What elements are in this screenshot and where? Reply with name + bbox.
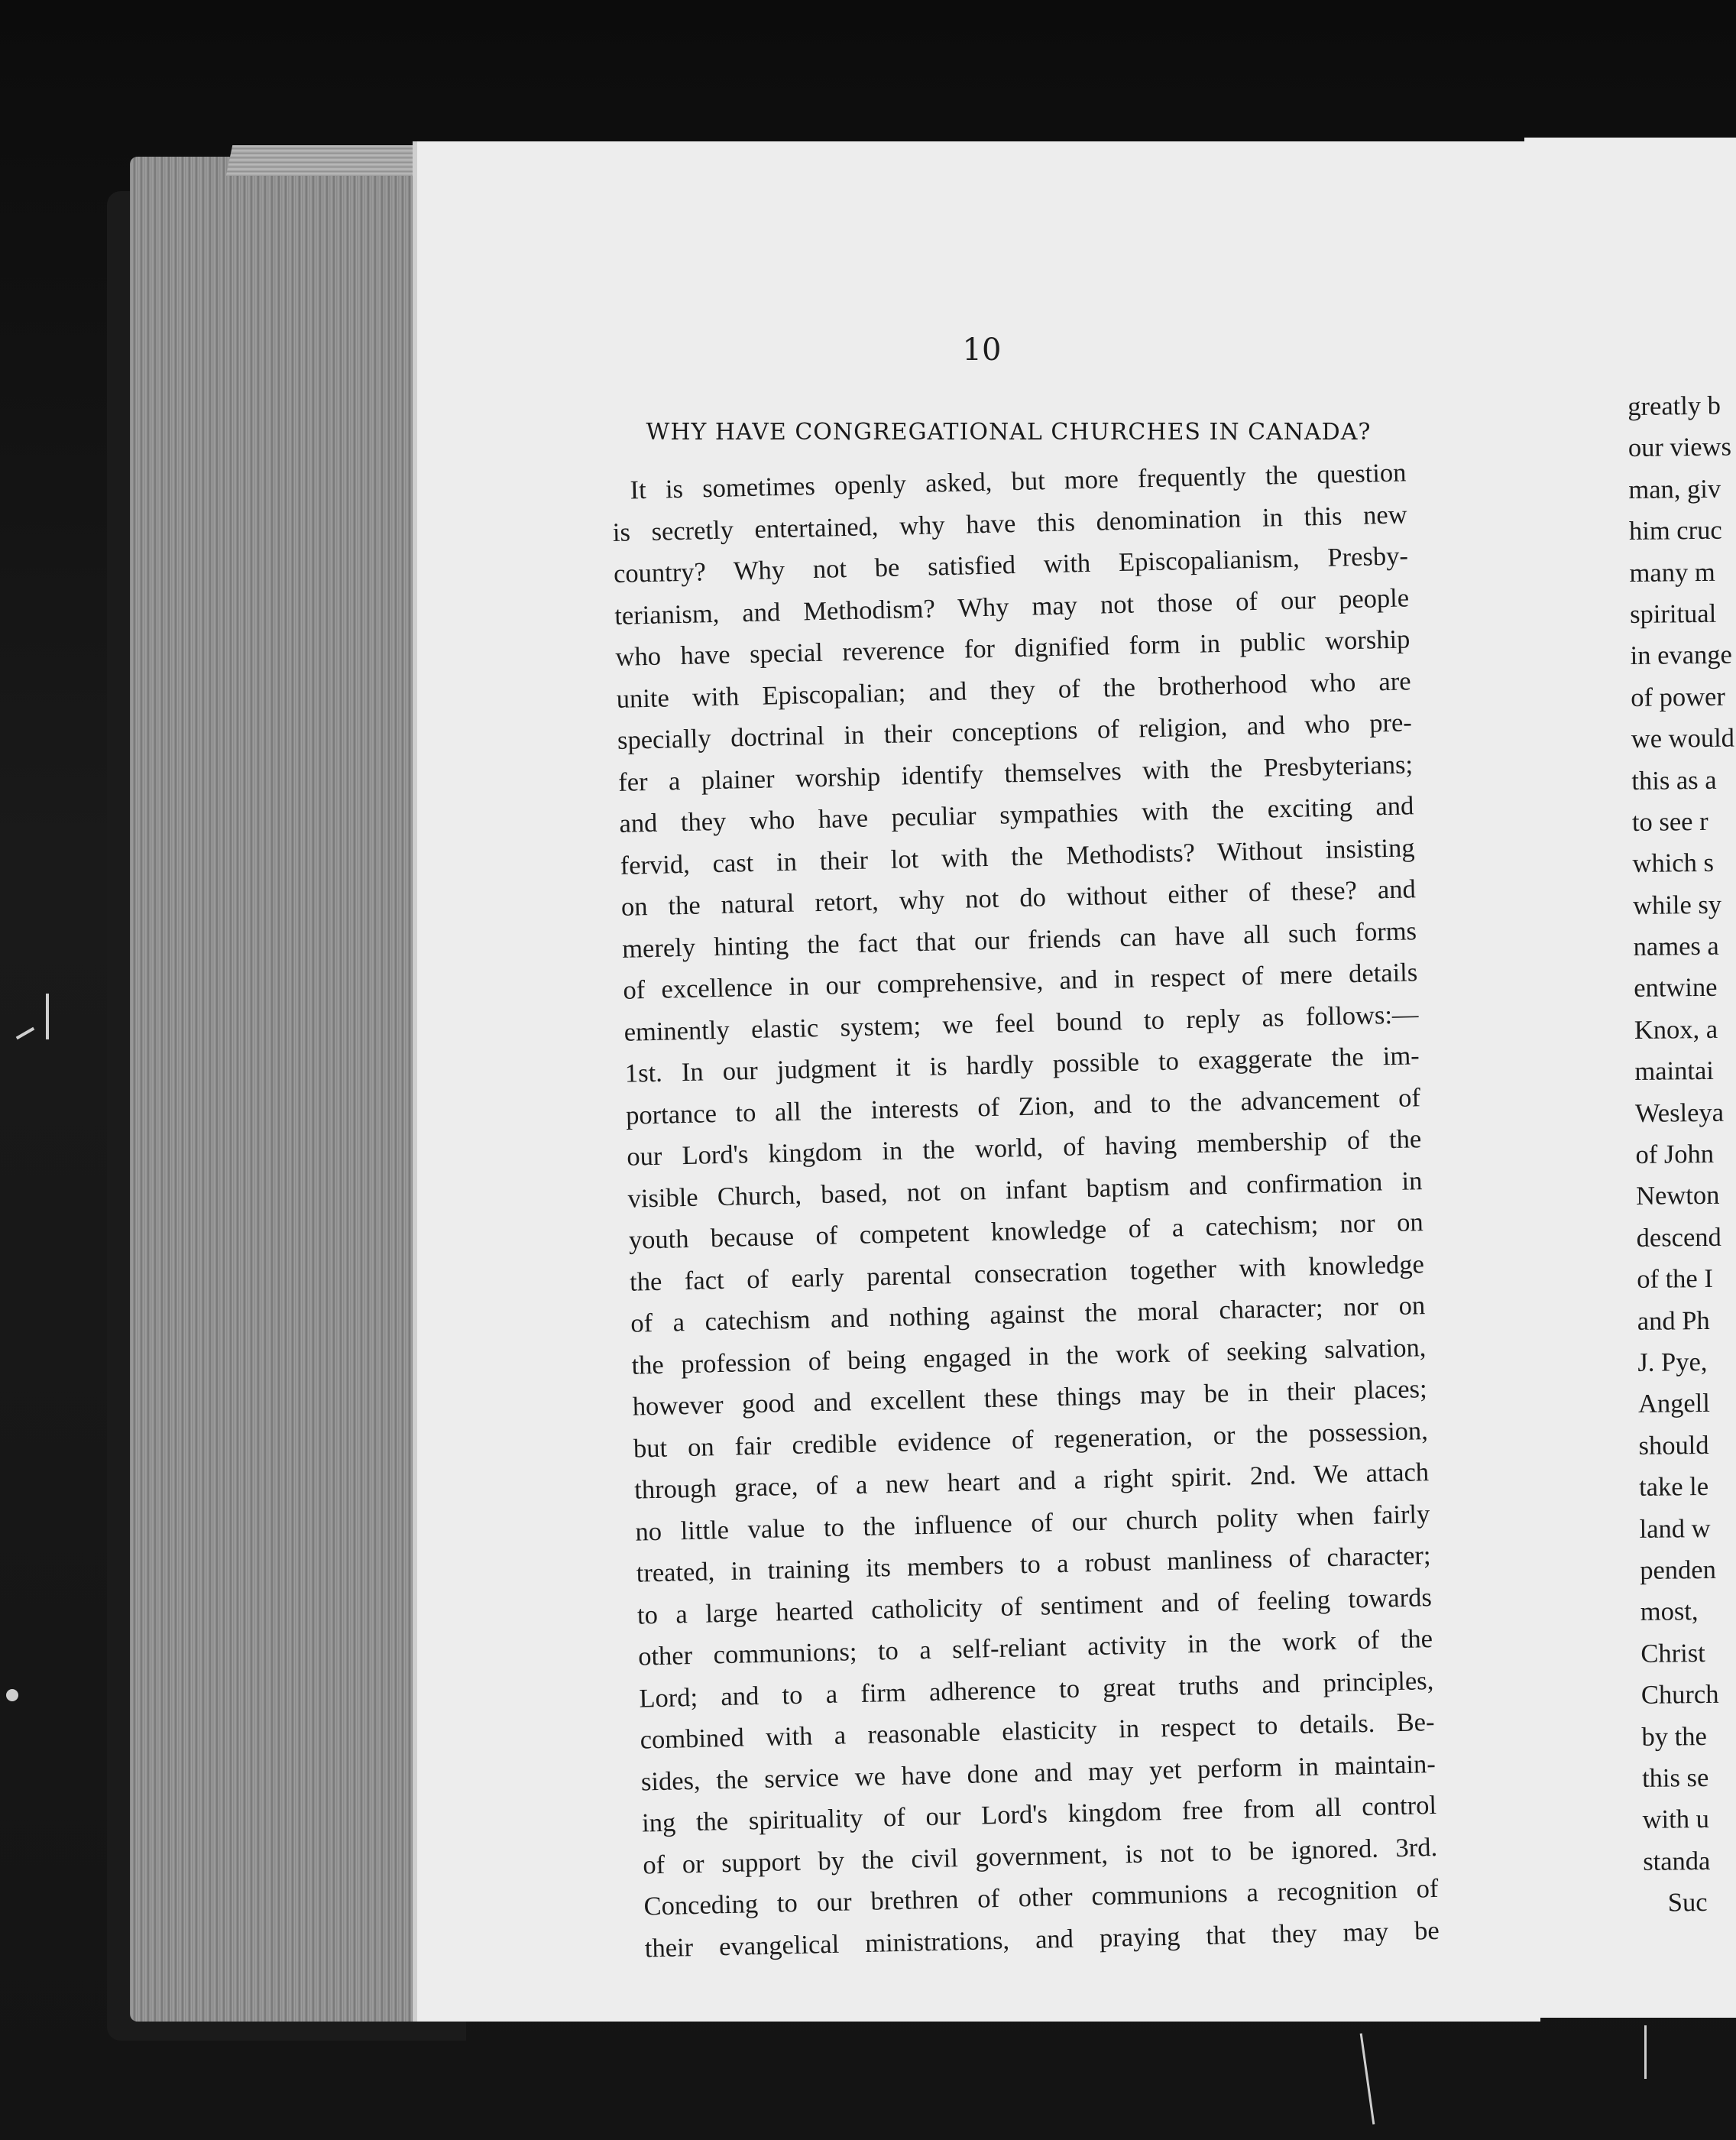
page-heading: WHY HAVE CONGREGATIONAL CHURCHES IN CANADA? [646,419,1372,446]
body-line: ing the spirituality of our Lord's kingdom free from all control [641,1790,1437,1838]
right-page-line: of power [1631,682,1726,712]
body-line: Conceding to our brethren of other communions a recognition of [643,1873,1439,1921]
right-page-line: with u [1642,1804,1710,1835]
body-line: to a large hearted catholicity of sentiment and of feeling towards [636,1582,1433,1630]
right-page-line: J. Pye, [1637,1347,1708,1377]
right-page-line: of the I [1637,1264,1714,1295]
body-line: terianism, and Methodism? Why may not those of our people [614,582,1410,631]
body-line: eminently elastic system; we feel bound to reply as follows:— [623,999,1419,1047]
right-page-line: Wesleya [1634,1098,1725,1128]
body-line: our Lord's kingdom in the world, of having membership of the [626,1124,1422,1172]
right-page-line: Knox, a [1634,1014,1718,1045]
right-page-line: by the [1641,1721,1707,1752]
body-line: combined with a reasonable elasticity in respect to details. Be- [640,1707,1435,1755]
body-line: the fact of early parental consecration together with knowledge [629,1249,1425,1297]
right-page-text [1628,384,1736,1924]
right-page-line: entwine [1634,973,1718,1004]
body-line: other communions; to a self-reliant activity in the work of the [637,1624,1433,1671]
right-page-line: Church [1640,1679,1719,1710]
body-line: through grace, of a new heart and a right spirit. 2nd. We attach [633,1457,1430,1505]
right-page-line: Suc [1667,1888,1708,1918]
body-line: specially doctrinal in their conceptions of religion, and who pre- [617,708,1413,755]
body-line: country? Why not be satisfied with Episcopalianism, Presby- [613,541,1409,588]
body-line: fer a plainer worship identify themselves with the Presbyterians; [617,749,1414,797]
right-page-line: in evange [1630,640,1733,671]
page-number: 10 [962,332,1002,368]
right-page-line: maintai [1634,1056,1715,1087]
film-scratch [46,994,49,1039]
body-line: the profession of being engaged in the work of seeking salvation, [631,1332,1427,1380]
body-line: fervid, cast in their lot with the Methodists? Without insisting [620,832,1415,880]
right-page-line: him cruc [1628,515,1722,546]
film-scratch [1644,2025,1647,2079]
film-scratch [16,1027,35,1039]
right-page-line: while sy [1632,890,1722,920]
body-line: portance to all the interests of Zion, and to the advancement of [625,1082,1421,1130]
right-page-line: greatly b [1628,391,1721,421]
body-line: treated, in training its members to a robust manliness of character; [636,1541,1431,1588]
right-page-line: descend [1636,1222,1721,1253]
right-page-line: penden [1640,1555,1717,1585]
body-text [611,452,1440,1969]
right-page-line: which s [1632,848,1715,879]
right-page-line: should [1638,1430,1709,1461]
body-line: their evangelical ministrations, and praying that they may be [644,1915,1440,1963]
film-scratch [6,1689,18,1701]
body-line: youth because of competent knowledge of a catechism; nor on [628,1208,1424,1255]
right-page-line: our views [1628,432,1732,463]
right-page-line: this as a [1631,765,1717,796]
right-page-line: most, [1640,1597,1699,1627]
right-page-line: take le [1638,1472,1709,1503]
right-page-line: spiritual [1629,598,1717,629]
right-page-line: standa [1643,1846,1711,1876]
body-line: is secretly entertained, why have this denomination in this new [612,499,1408,547]
right-page-line: names a [1633,931,1719,962]
film-scratch [1360,2033,1375,2124]
body-line: but on fair credible evidence of regeneration, or the possession, [633,1415,1429,1464]
body-line: It is sometimes openly asked, but more frequently the question [630,458,1407,505]
right-page-line: and Ph [1637,1305,1710,1336]
body-line: however good and excellent these things may be in their places; [632,1374,1427,1422]
right-page-line: we would [1631,723,1735,754]
body-line: visible Church, based, not on infant baptism and confirmation in [627,1166,1423,1214]
body-line: merely hinting the fact that our friends can have all such forms [621,916,1417,964]
body-line: who have special reverence for dignified form in public worship [615,624,1410,672]
body-line: unite with Episcopalian; and they of the brotherhood who are [616,666,1411,714]
body-line: on the natural retort, why not do without either of these? and [620,874,1417,922]
body-line: of excellence in our comprehensive, and in respect of mere details [623,958,1418,1005]
right-page-line: to see r [1631,806,1708,837]
body-line: of or support by the civil government, is not to be ignored. 3rd. [642,1832,1438,1880]
right-page-line: Christ [1640,1638,1705,1668]
page-edges-stack [130,157,451,2022]
right-page-line: Newton [1635,1181,1720,1211]
right-page-line: Angell [1637,1389,1711,1419]
right-page-line: land w [1639,1513,1711,1544]
right-page-line: many m [1629,557,1715,588]
body-line: 1st. In our judgment it is hardly possible to exaggerate the im- [624,1041,1420,1088]
body-line: Lord; and to a firm adherence to great truths and principles, [639,1665,1434,1714]
right-page-line: this se [1641,1762,1709,1793]
body-line: no little value to the influence of our church polity when fairly [635,1499,1430,1547]
right-page-line: of John [1635,1139,1715,1169]
right-page-line: man, giv [1628,474,1721,504]
body-line: sides, the service we have done and may yet perform in maintain- [640,1749,1436,1797]
body-line: and they who have peculiar sympathies with the exciting and [619,791,1414,838]
body-line: of a catechism and nothing against the moral character; nor on [630,1291,1426,1338]
